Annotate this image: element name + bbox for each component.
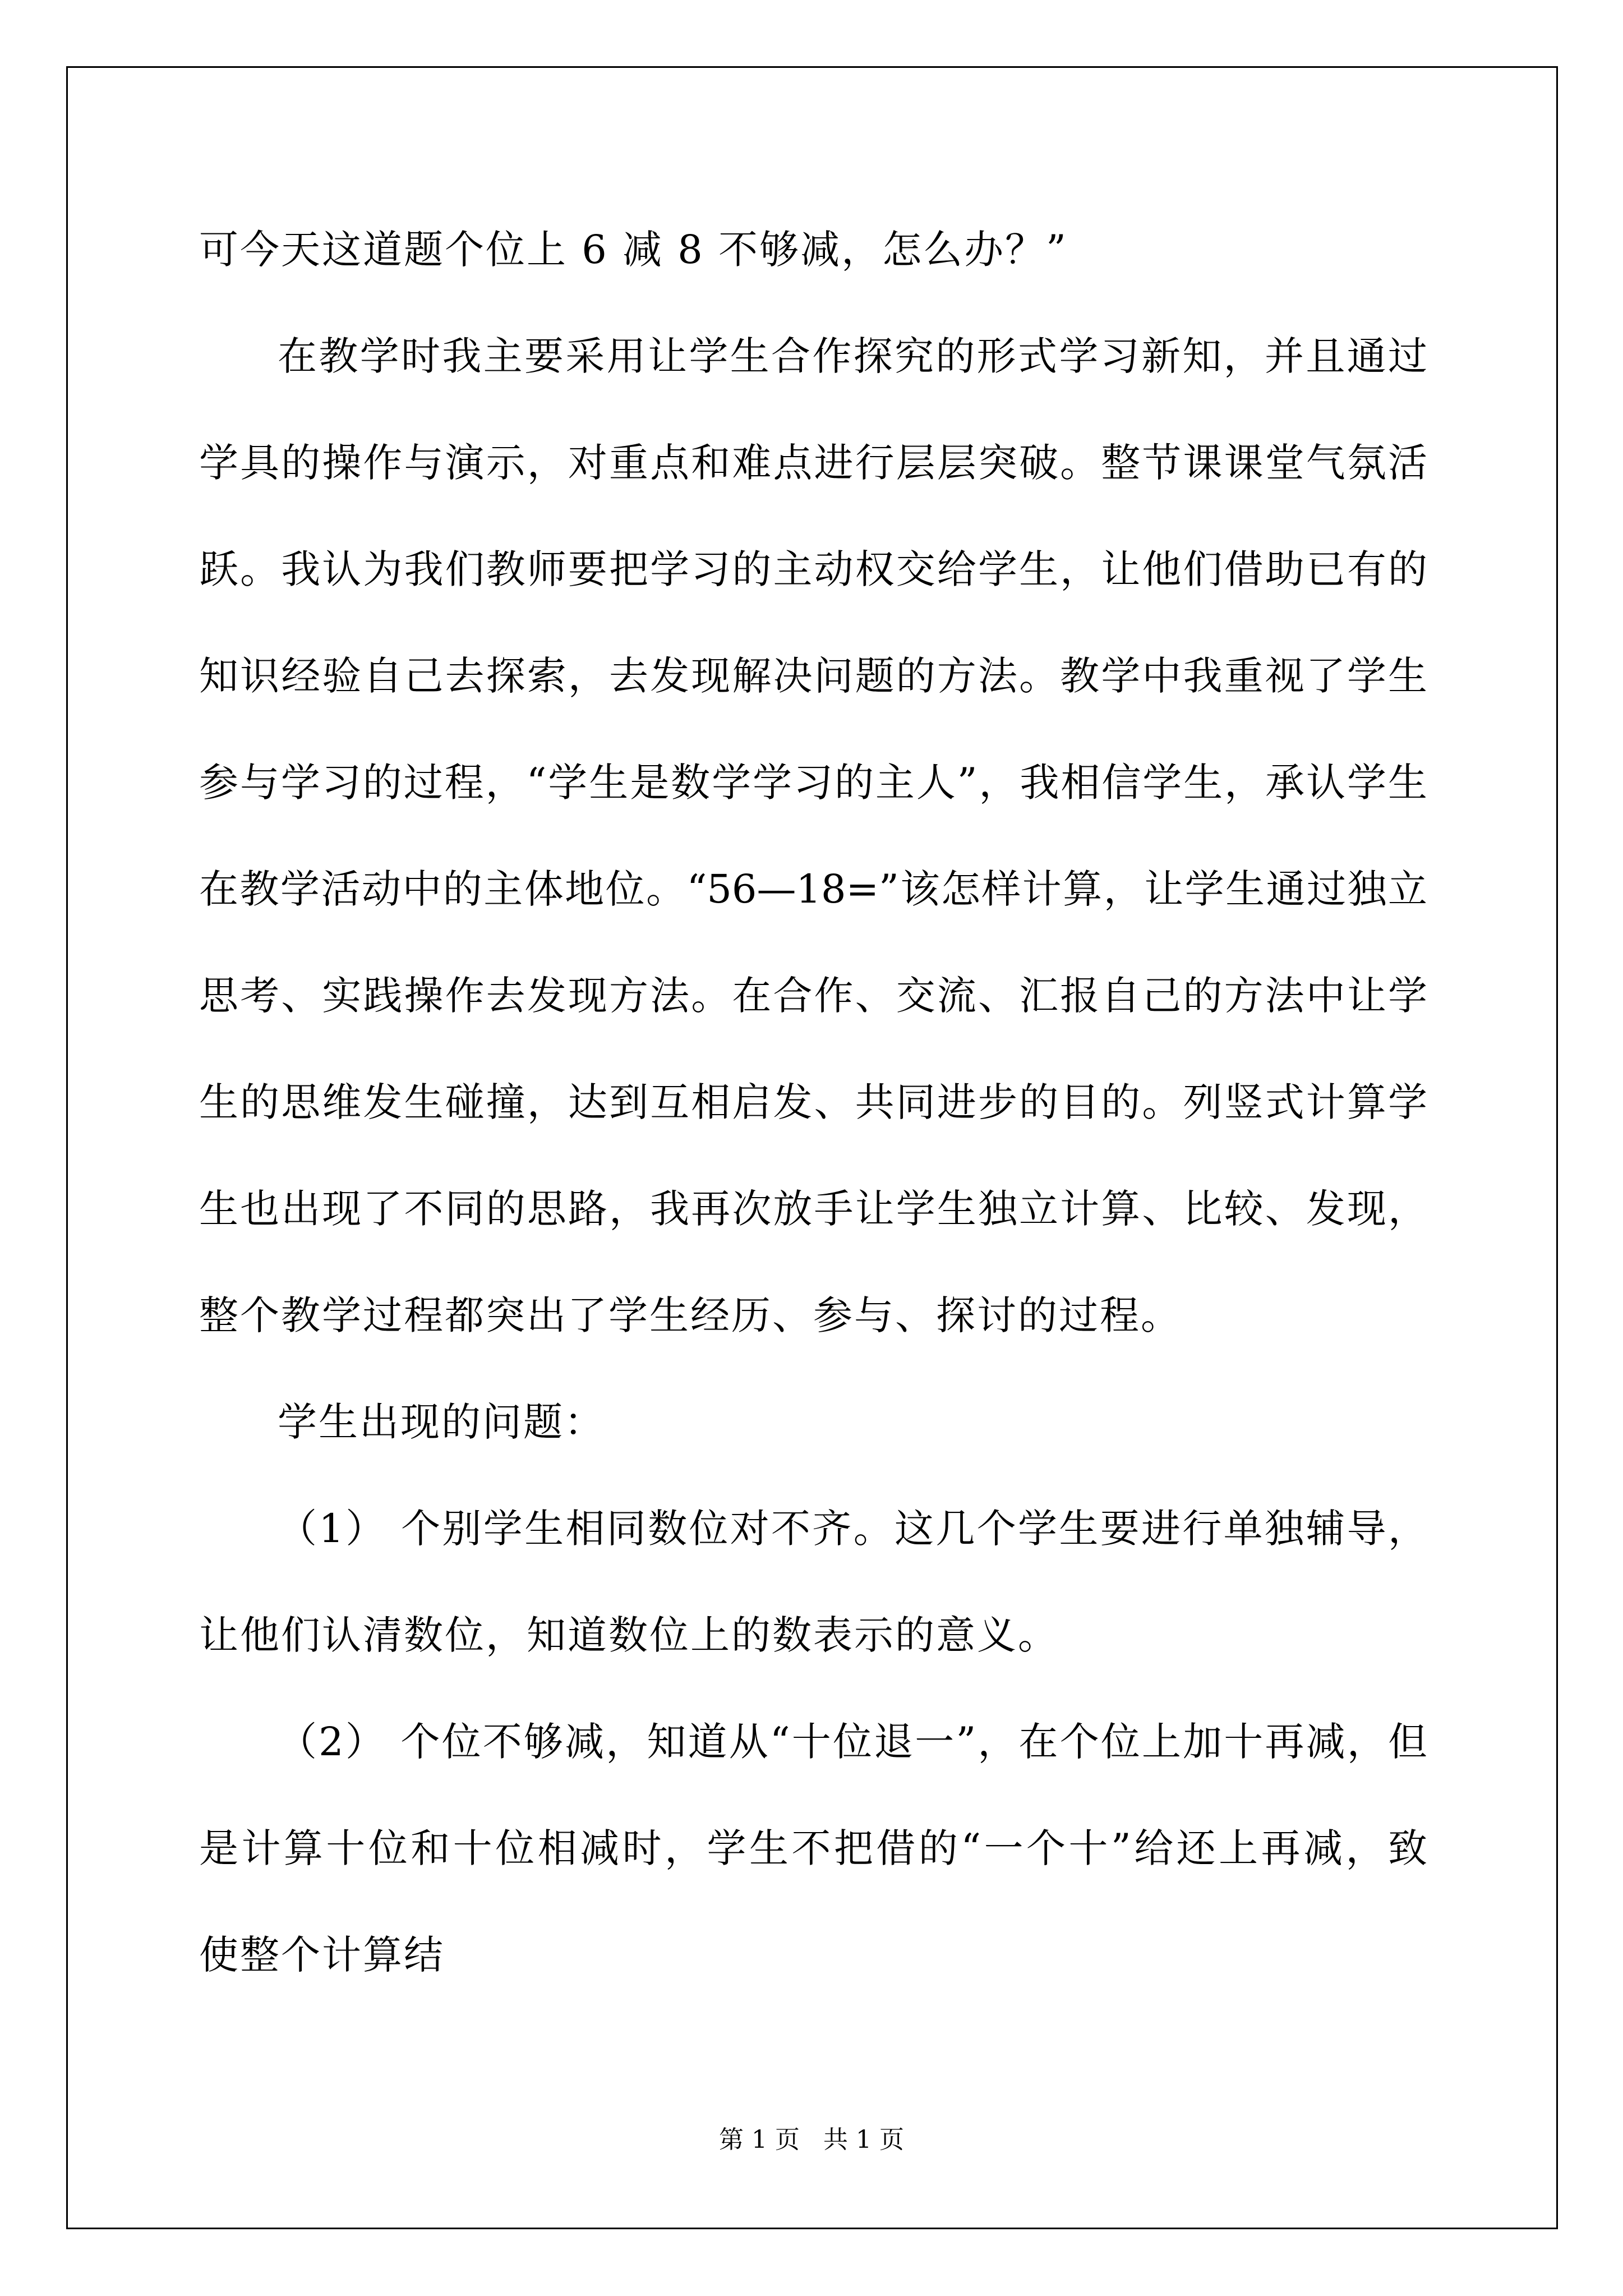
text-line: 可今天这道题个位上 6 减 8 不够减，怎么办？” — [199, 227, 1068, 273]
text-line: 学具的操作与演示，对重点和难点进行层层突破。整节课课堂气氛活 — [199, 440, 1427, 486]
text-line: 整个教学过程都突出了学生经历、参与、探讨的过程。 — [199, 1292, 1182, 1338]
text-line: 在教学时我主要采用让学生合作探究的形式学习新知，并且通过 — [278, 333, 1427, 379]
text-line: 让他们认清数位，知道数位上的数表示的意义。 — [199, 1612, 1059, 1658]
text-line: 思考、实践操作去发现方法。在合作、交流、汇报自己的方法中让学 — [199, 973, 1427, 1019]
text-line: 在教学活动中的主体地位。“56—18=”该怎样计算，让学生通过独立 — [199, 866, 1427, 912]
text-line: 跃。我认为我们教师要把学习的主动权交给学生，让他们借助已有的 — [199, 546, 1427, 592]
text-line: 使整个计算结 — [199, 1932, 445, 1978]
text-line: 知识经验自己去探索，去发现解决问题的方法。教学中我重视了学生 — [199, 653, 1427, 699]
text-line: 生也出现了不同的思路，我再次放手让学生独立计算、比较、发现， — [199, 1186, 1427, 1232]
text-line: 参与学习的过程，“学生是数学学习的主人”，我相信学生，承认学生 — [199, 760, 1427, 806]
text-line: 生的思维发生碰撞，达到互相启发、共同进步的目的。列竖式计算学 — [199, 1079, 1427, 1125]
page-border — [66, 66, 1558, 2229]
page-number-footer: 第 1 页 共 1 页 — [719, 2125, 904, 2154]
text-line: 学生出现的问题： — [278, 1399, 605, 1445]
text-line: （1） 个别学生相同数位对不齐。这几个学生要进行单独辅导， — [278, 1506, 1427, 1552]
text-line: （2） 个位不够减，知道从“十位退一”，在个位上加十再减，但 — [278, 1719, 1427, 1765]
text-line: 是计算十位和十位相减时，学生不把借的“一个十”给还上再减，致 — [199, 1825, 1427, 1871]
